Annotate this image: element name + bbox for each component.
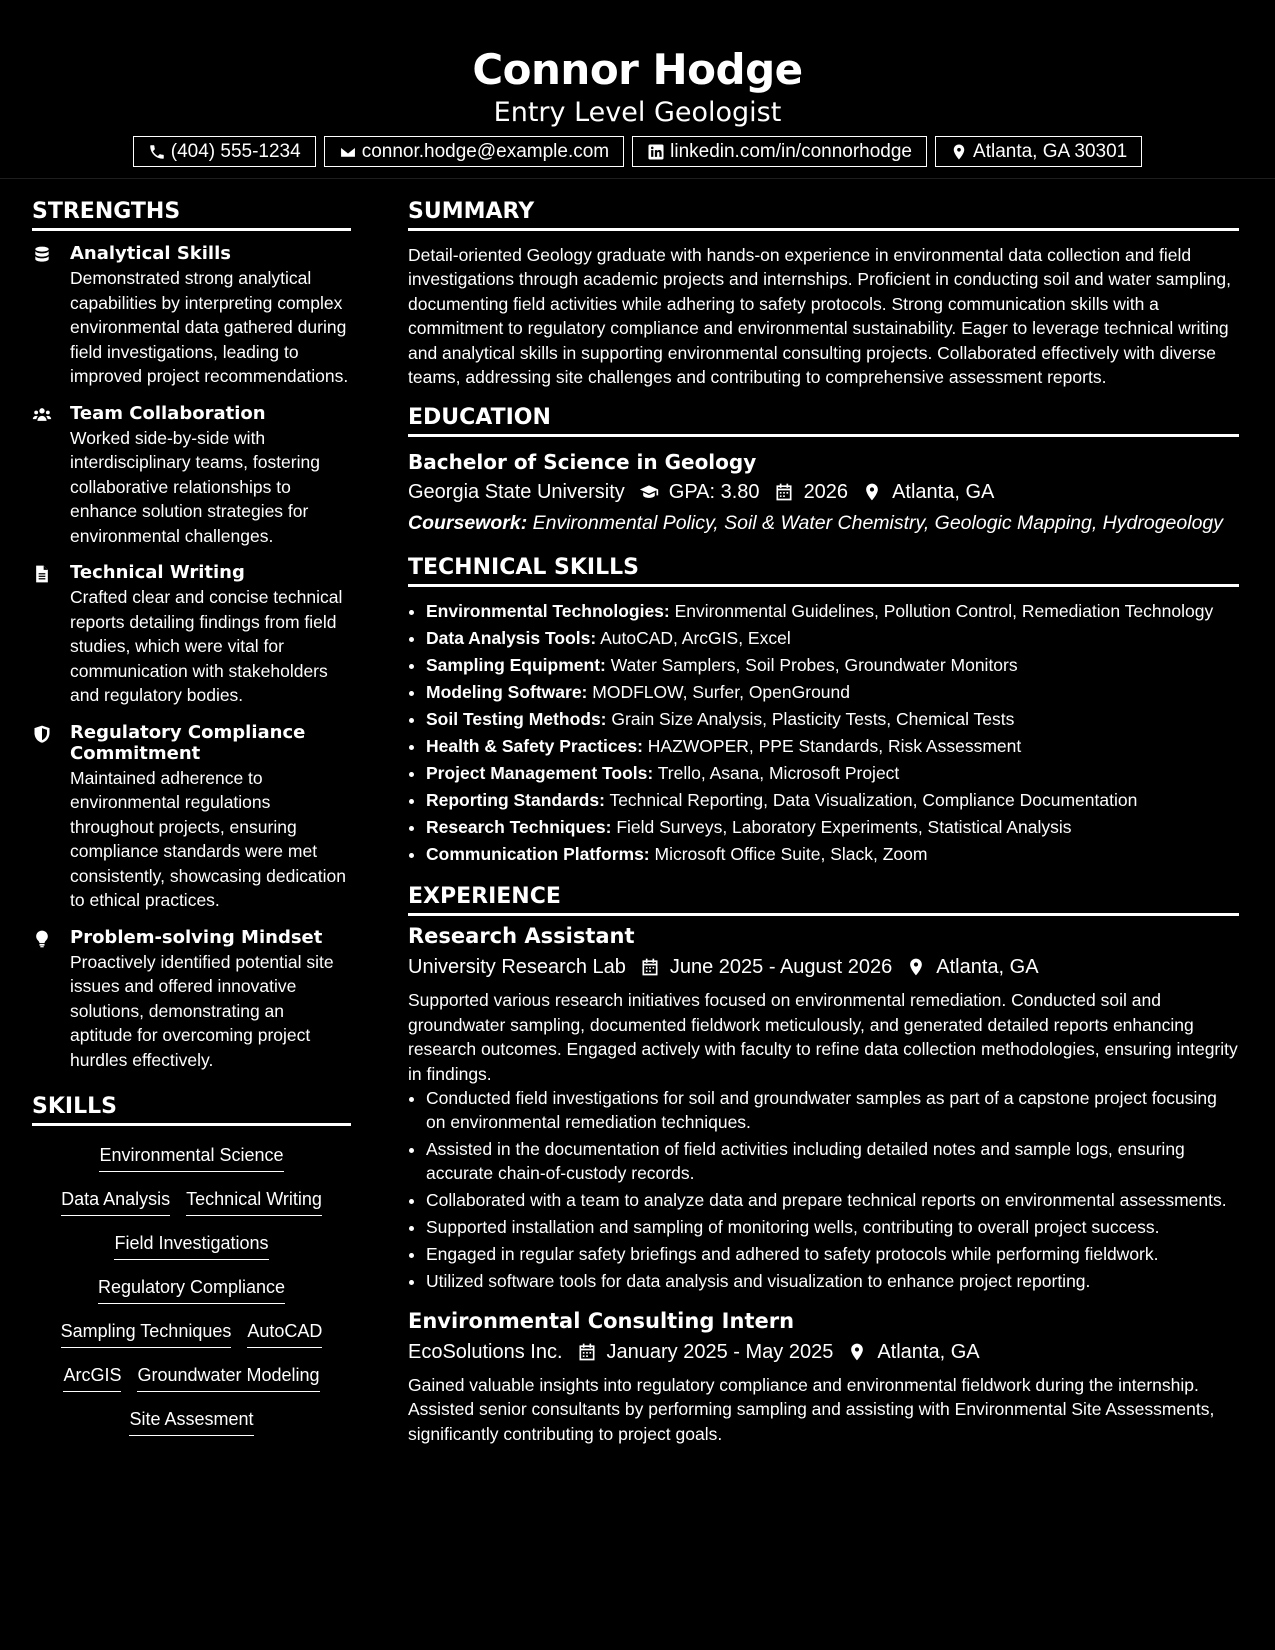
phone-text: (404) 555-1234 xyxy=(170,141,301,162)
tech-skill-value: HAZWOPER, PPE Standards, Risk Assessment xyxy=(647,736,1022,757)
linkedin-icon xyxy=(647,143,665,161)
skill-tag: Site Assesment xyxy=(129,1406,253,1436)
company-name: University Research Lab xyxy=(408,956,626,979)
degree-title: Bachelor of Science in Geology xyxy=(408,450,757,475)
list-item xyxy=(426,680,1239,704)
tech-skill-value: Technical Reporting, Data Visualization, Compliance Documentation xyxy=(609,790,1138,811)
right-column xyxy=(408,179,1239,1460)
strength-item xyxy=(32,243,351,389)
list-item: • Utilized software tools for data analysis and visualization to enhance project reporting. xyxy=(426,1269,1239,1293)
tech-skill-value: Microsoft Office Suite, Slack, Zoom xyxy=(654,844,928,865)
graduation-year: 2026 xyxy=(803,481,849,504)
contact-email[interactable] xyxy=(324,136,624,167)
strength-title: Problem-solving Mindset xyxy=(70,926,323,948)
strength-item xyxy=(32,403,351,549)
tech-skill-value: Water Samplers, Soil Probes, Groundwater Monitors xyxy=(610,655,1018,676)
tech-skill-label: Project Management Tools: xyxy=(426,763,654,784)
contact-location xyxy=(935,136,1142,167)
users-icon xyxy=(32,405,52,425)
tech-skill-label: Reporting Standards: xyxy=(426,790,605,811)
strength-desc: Proactively identified potential site issues and offered innovative solutions, demonstrating an aptitude for overcoming project hurdles effectively. xyxy=(70,951,334,1070)
resume-header xyxy=(0,0,1275,179)
map-pin-icon xyxy=(906,957,926,977)
candidate-name: Connor Hodge xyxy=(472,45,803,94)
list-item: • Supported installation and sampling of monitoring wells, contributing to overall project success. xyxy=(426,1215,1239,1239)
skill-tag: Sampling Techniques xyxy=(61,1318,232,1348)
job-entry xyxy=(408,922,1239,1293)
map-pin-icon xyxy=(847,1342,867,1362)
list-item xyxy=(426,626,1239,650)
contact-bar xyxy=(0,136,1275,167)
list-item: • Conducted field investigations for soil and groundwater samples as part of a capstone project focusing on environmental remediation techniques. xyxy=(426,1086,1239,1134)
list-item xyxy=(426,842,1239,866)
contact-linkedin[interactable] xyxy=(632,136,927,167)
strength-title: Analytical Skills xyxy=(70,243,231,264)
job-description: Gained valuable insights into regulatory compliance and environmental fieldwork during the internship. Assisted senior consultants by performing sampling and assisting with Environmental Site Assessments, significantly contributing to project goals. xyxy=(408,1375,1215,1444)
company-name: EcoSolutions Inc. xyxy=(408,1341,563,1364)
tech-skill-value: AutoCAD, ArcGIS, Excel xyxy=(600,628,791,649)
list-item xyxy=(426,707,1239,731)
location-text: Atlanta, GA 30301 xyxy=(973,141,1128,162)
skill-tag: Groundwater Modeling xyxy=(137,1362,319,1392)
calendar-icon xyxy=(640,957,660,977)
tech-skill-label: Environmental Technologies: xyxy=(426,601,670,622)
tech-skill-label: Communication Platforms: xyxy=(426,844,650,865)
skill-tag: Data Analysis xyxy=(61,1186,170,1216)
job-description: Supported various research initiatives focused on environmental remediation. Conducted soil and groundwater sampling, documented fieldwork meticulously, and generated detailed reports enhancing research outcomes. Engaged actively with faculty to refine data collection methodologies, ensuring integrity in findings. xyxy=(408,990,1238,1084)
tech-skill-value: MODFLOW, Surfer, OpenGround xyxy=(592,682,850,703)
coursework-label: Coursework: xyxy=(408,512,528,535)
tech-skill-value: Environmental Guidelines, Pollution Control, Remediation Technology xyxy=(674,601,1214,622)
list-item: • Engaged in regular safety briefings and adhered to safety protocols while performing fieldwork. xyxy=(426,1242,1239,1266)
tech-skill-label: Modeling Software: xyxy=(426,682,588,703)
school-name: Georgia State University xyxy=(408,481,625,504)
phone-icon xyxy=(148,143,166,161)
job-meta xyxy=(408,1337,1239,1367)
calendar-icon xyxy=(577,1342,597,1362)
technical-skills-list xyxy=(408,599,1239,866)
linkedin-text: linkedin.com/in/connorhodge xyxy=(670,141,913,162)
tech-skill-label: Health & Safety Practices: xyxy=(426,736,643,757)
job-title: Research Assistant xyxy=(408,924,635,949)
strength-desc: Worked side-by-side with interdisciplinary teams, fostering collaborative relationships to enhance solution strategies for environmental challenges. xyxy=(70,427,320,546)
database-icon xyxy=(32,245,52,265)
job-title: Environmental Consulting Intern xyxy=(408,1309,795,1334)
map-pin-icon xyxy=(950,143,968,161)
email-text: connor.hodge@example.com xyxy=(361,141,610,162)
tech-skill-value: Grain Size Analysis, Plasticity Tests, Chemical Tests xyxy=(611,709,1015,730)
resume-body xyxy=(0,179,1275,1460)
tech-skill-label: Sampling Equipment: xyxy=(426,655,606,676)
skill-tag: Environmental Science xyxy=(99,1142,283,1172)
job-location: Atlanta, GA xyxy=(936,956,1039,979)
job-meta xyxy=(408,952,1239,982)
calendar-icon xyxy=(774,482,794,502)
candidate-title: Entry Level Geologist xyxy=(493,97,782,128)
tech-skill-label: Soil Testing Methods: xyxy=(426,709,607,730)
graduation-cap-icon xyxy=(639,482,659,502)
job-location: Atlanta, GA xyxy=(877,1341,980,1364)
lightbulb-icon xyxy=(32,929,52,949)
education-location: Atlanta, GA xyxy=(892,481,995,504)
strength-desc: Crafted clear and concise technical reports detailing findings from field studies, which were vital for communication with stakeholders and regulatory bodies. xyxy=(70,587,343,705)
skills-list xyxy=(32,1138,351,1436)
strength-item xyxy=(32,927,351,1073)
strength-title: Regulatory Compliance Commitment xyxy=(70,721,306,764)
strength-desc: Demonstrated strong analytical capabilities by interpreting complex environmental data gathered during field investigations, leading to improved project recommendations. xyxy=(70,268,349,386)
skill-tag: ArcGIS xyxy=(63,1362,121,1392)
list-item: • Assisted in the documentation of field activities including detailed notes and sample logs, ensuring accurate chain-of-custody records. xyxy=(426,1137,1239,1185)
tech-skill-label: Data Analysis Tools: xyxy=(426,628,597,649)
skill-tag: AutoCAD xyxy=(247,1318,322,1348)
job-bullets xyxy=(408,1086,1239,1293)
summary-text: Detail-oriented Geology graduate with hands-on experience in environmental data collection and field investigations through academic projects and internships. Proficient in conducting soil and water sampling, documenting field activities while adhering to safety protocols. Strong communication skills with a commitment to regulatory compliance and environmental sustainability. Eager to leverage technical writing and analytical skills in supporting environmental consulting projects. Collaborated effectively with diverse teams, addressing site challenges and contributing to comprehensive assessment reports. xyxy=(408,245,1231,388)
skill-tag: Field Investigations xyxy=(114,1230,268,1260)
education-heading: EDUCATION xyxy=(408,405,1239,437)
shield-icon xyxy=(32,724,52,744)
list-item xyxy=(426,734,1239,758)
coursework xyxy=(408,511,1239,535)
tech-skill-value: Trello, Asana, Microsoft Project xyxy=(657,763,900,784)
list-item xyxy=(426,761,1239,785)
map-pin-icon xyxy=(862,482,882,502)
list-item: • Collaborated with a team to analyze data and prepare technical reports on environmental assessments. xyxy=(426,1188,1239,1212)
experience-heading: EXPERIENCE xyxy=(408,884,1239,916)
job-dates: January 2025 - May 2025 xyxy=(606,1341,834,1364)
job-entry xyxy=(408,1307,1239,1446)
strength-item xyxy=(32,562,351,708)
strengths-heading: STRENGTHS xyxy=(32,199,351,231)
strength-title: Team Collaboration xyxy=(70,402,266,424)
contact-phone[interactable] xyxy=(133,136,316,167)
skill-tag: Regulatory Compliance xyxy=(98,1274,285,1304)
skill-tag: Technical Writing xyxy=(186,1186,322,1216)
tech-skill-value: Field Surveys, Laboratory Experiments, Statistical Analysis xyxy=(616,817,1072,838)
strength-desc: Maintained adherence to environmental regulations throughout projects, ensuring compliance standards were met consistently, showcasing dedication to ethical practices. xyxy=(70,767,346,910)
list-item xyxy=(426,653,1239,677)
gpa-text: GPA: 3.80 xyxy=(668,481,760,504)
strength-title: Technical Writing xyxy=(70,562,245,583)
technical-skills-heading: TECHNICAL SKILLS xyxy=(408,555,1239,587)
envelope-icon xyxy=(339,143,357,161)
summary-heading: SUMMARY xyxy=(408,199,1239,231)
education-meta xyxy=(408,477,1239,507)
strength-item xyxy=(32,722,351,913)
job-dates: June 2025 - August 2026 xyxy=(669,956,893,979)
skills-heading: SKILLS xyxy=(32,1094,351,1126)
tech-skill-label: Research Techniques: xyxy=(426,817,612,838)
list-item xyxy=(426,815,1239,839)
list-item xyxy=(426,599,1239,623)
list-item xyxy=(426,788,1239,812)
coursework-list: Environmental Policy, Soil & Water Chemistry, Geologic Mapping, Hydrogeology xyxy=(532,512,1224,535)
document-icon xyxy=(32,564,52,584)
left-column xyxy=(32,179,351,1460)
